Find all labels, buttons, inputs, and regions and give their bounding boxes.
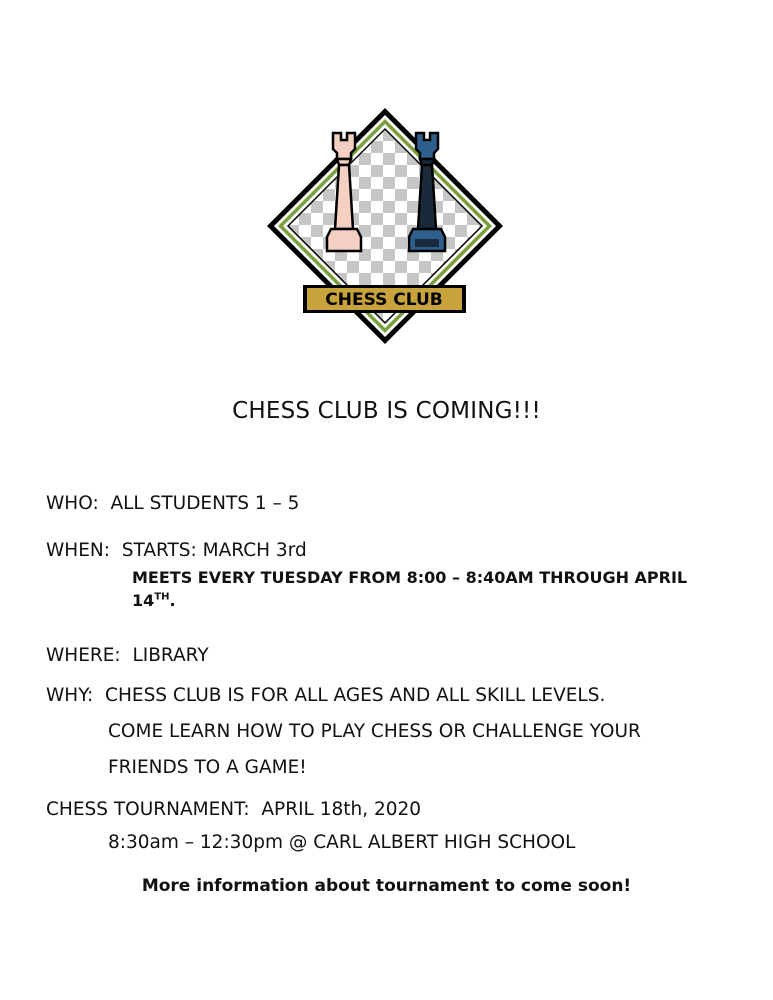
why-line3: FRIENDS TO A GAME! <box>108 757 307 778</box>
who-label: WHO: <box>46 493 99 514</box>
who-row <box>46 493 299 514</box>
why-label: WHY: <box>46 685 94 706</box>
footer-note: More information about tournament to come soon! <box>141 876 632 896</box>
tournament-date: APRIL 18th, 2020 <box>261 799 422 820</box>
when-label: WHEN: <box>46 540 110 561</box>
logo-badge-text: CHESS CLUB <box>325 290 443 310</box>
where-value: LIBRARY <box>132 645 209 666</box>
tournament-details: 8:30am – 12:30pm @ CARL ALBERT HIGH SCHOOL <box>108 832 576 853</box>
when-detail-line2: 14TH. <box>132 591 176 610</box>
chess-club-logo <box>263 105 508 350</box>
tournament-row <box>46 799 421 820</box>
page-heading: CHESS CLUB IS COMING!!! <box>232 398 541 424</box>
why-line1: CHESS CLUB IS FOR ALL AGES AND ALL SKILL LEVELS. <box>105 685 606 706</box>
when-row <box>46 540 307 561</box>
when-value: STARTS: MARCH 3rd <box>121 540 307 561</box>
where-row <box>46 645 209 666</box>
where-label: WHERE: <box>46 645 121 666</box>
why-row <box>46 685 605 706</box>
when-detail-line1: MEETS EVERY TUESDAY FROM 8:00 – 8:40AM THROUGH APRIL <box>132 568 688 587</box>
why-line2: COME LEARN HOW TO PLAY CHESS OR CHALLENGE YOUR <box>108 721 641 742</box>
who-value: ALL STUDENTS 1 – 5 <box>110 493 300 514</box>
tournament-label: CHESS TOURNAMENT: <box>46 799 250 820</box>
